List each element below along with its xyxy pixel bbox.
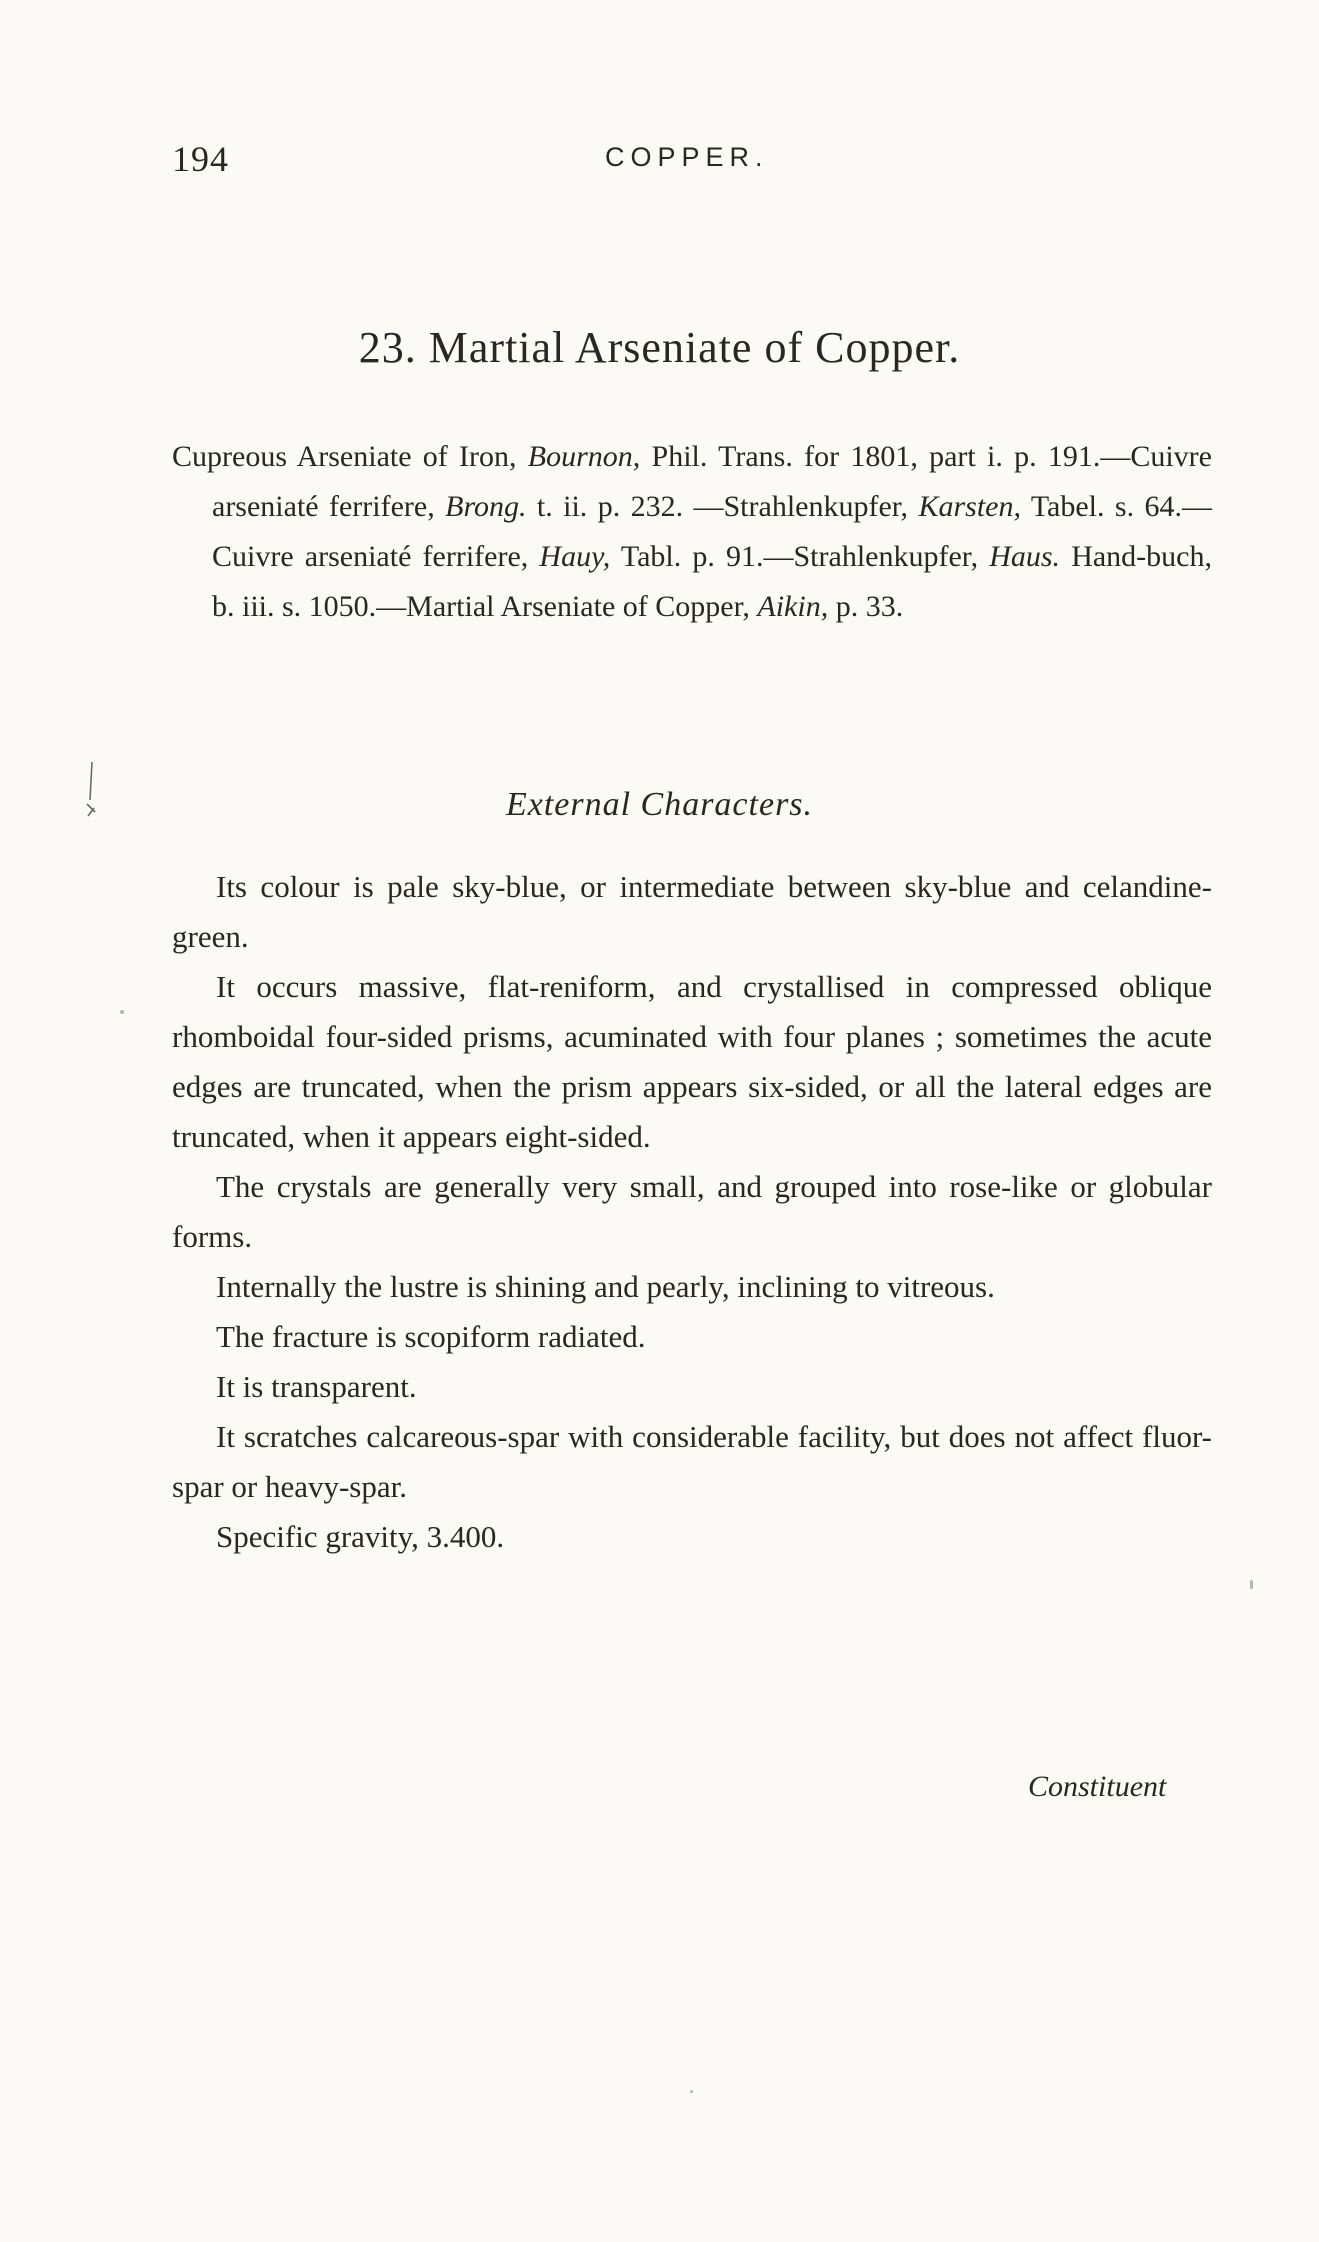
running-head: COPPER. (605, 142, 769, 172)
paper-speck (120, 1010, 124, 1014)
body-paragraph: It scratches calcareous-spar with considerable facility, but does not affect fluor-spar or heavy-spar. (172, 1419, 1212, 1504)
paper-speck (1250, 1580, 1253, 1589)
catchword: Constituent (1028, 1770, 1167, 1803)
page-header (172, 138, 1232, 184)
synonymy-text: Hand-buch, b. iii. s. 1050.—Martial Arseniate of Copper, (212, 540, 1212, 623)
body-paragraph: Specific gravity, 3.400. (216, 1519, 505, 1554)
synonymy-text: p. 33. (828, 590, 904, 623)
author-citation: Karsten, (918, 490, 1021, 523)
body-paragraph: It is transparent. (216, 1369, 417, 1404)
synonymy-text: Phil. Trans. for 1801, part i. p. 191.—Cuivre arseniaté ferrifere, (212, 440, 1212, 523)
page-number: 194 (172, 139, 229, 179)
author-citation: Brong. (445, 490, 527, 523)
paper-speck (690, 2090, 693, 2093)
synonymy-text: Tabel. s. 64.—Cuivre arseniaté ferrifere, (212, 490, 1212, 573)
body-paragraph: Its colour is pale sky-blue, or intermediate between sky-blue and celandine-green. (172, 869, 1212, 954)
synonymy-text: Cupreous Arseniate of Iron, (172, 440, 528, 473)
author-citation: Hauy, (539, 540, 611, 573)
synonymy-block (172, 432, 1212, 632)
section-title: 23. Martial Arseniate of Copper. (358, 323, 961, 372)
body-paragraph: Internally the lustre is shining and pearly, inclining to vitreous. (216, 1269, 995, 1304)
body-paragraph: The crystals are generally very small, and grouped into rose-like or globular forms. (172, 1169, 1212, 1254)
synonymy-text: Tabl. p. 91.—Strahlenkupfer, (610, 540, 990, 573)
author-citation: Haus. (989, 540, 1061, 573)
synonymy-paragraph (172, 432, 1212, 632)
synonymy-text: t. ii. p. 232. —Strahlenkupfer, (526, 490, 919, 523)
external-characters-body (172, 862, 1212, 1562)
author-citation: Aikin, (757, 590, 829, 623)
body-paragraph: The fracture is scopiform radiated. (216, 1319, 646, 1354)
author-citation: Bournon, (527, 440, 641, 473)
body-paragraph: It occurs massive, flat-reniform, and crystallised in compressed oblique rhomboidal four-sided prisms, acuminated with four planes ; sometimes the acute edges are truncated, when the prism appears six-sided, or all the lateral edges are truncated, when it appears eight-sided. (172, 969, 1212, 1154)
external-characters-heading: External Characters. (505, 786, 814, 823)
